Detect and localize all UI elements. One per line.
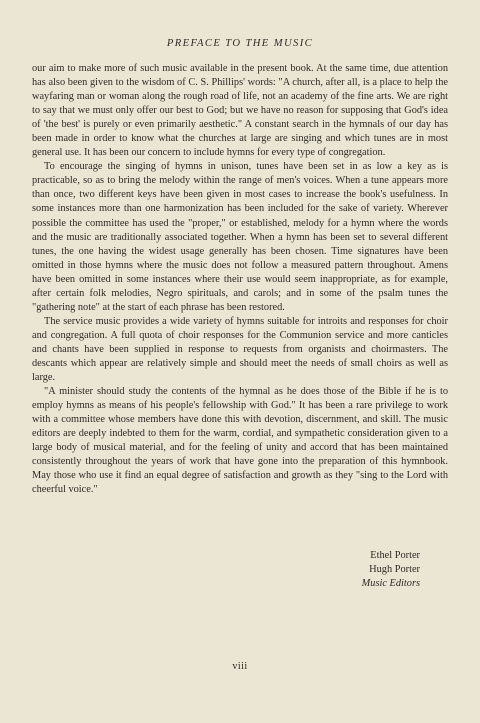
signature-block: [300, 549, 420, 591]
preface-body: [32, 62, 448, 497]
signature-name-ethel: Ethel Porter: [370, 550, 420, 561]
running-header: PREFACE TO THE MUSIC: [166, 38, 314, 49]
page-number: viii: [232, 661, 248, 672]
paragraph-2: To encourage the singing of hymns in unison, tunes have been set in as low a key as is practicable, so as to bring the melody within the range of men's voices. When a tune appears more than once, two different keys have been given in most cases to increase the book's usefulness. In some instances more than one harmonization has been included for the sake of variety. Wherever possible the committee has used the "proper," or established, melody for a hymn where the words and the music are traditionally associated together. When a hymn has been set to several different tunes, the one having the widest usage generally has been chosen. Time signatures have been omitted in those hymns where the music does not follow a measured pattern throughout. Amens have been omitted in some instances where their use would seem inappropriate, as for example, after certain folk melodies, Negro spirituals, and carols; and in some of the psalm tunes the "gathering note" at the start of each phrase has been restored.: [32, 161, 448, 313]
paragraph-1: our aim to make more of such music available in the present book. At the same time, due attention has also been given to the wisdom of C. S. Phillips' words: "A church, after all, is a place to help the wayfaring man or woman along the rough road of life, not an academy of the fine arts. We are right to say that we must only offer our best to God; but we have no reason for supposing that God's idea of 'the best' is purely or even primarily aesthetic." A constant search in the hymnals of our day has been made in order to know what the churches at large are singing and which tunes are in most general use. It has been our concern to include hymns for every type of congregation.: [32, 63, 448, 159]
signature-role: Music Editors: [361, 578, 420, 589]
paragraph-4: "A minister should study the contents of the hymnal as he does those of the Bible if he is to employ hymns as means of his people's fellowship with God." It has been a rare privilege to work with a committee whose members have done this with devotion, discernment, and skill. The music editors are deeply indebted to them for the warm, cordial, and sympathetic consideration given to a large body of musical material, and for the feeling of unity and accord that has been maintained consistently throughout the years of work that have gone into the preparation of this hymnbook. May those who use it find an equal degree of satisfaction and growth as they "sing to the Lord with cheerful voice.": [32, 386, 448, 496]
paragraph-3: The service music provides a wide variety of hymns suitable for introits and responses for choir and congregation. A full quota of choir responses for the Communion service and more canticles and chants have been supplied in response to requests from organists and choirmasters. The descants which appear are relatively simple and should meet the needs of small choirs as well as large.: [32, 315, 448, 384]
signature-name-hugh: Hugh Porter: [369, 564, 420, 575]
